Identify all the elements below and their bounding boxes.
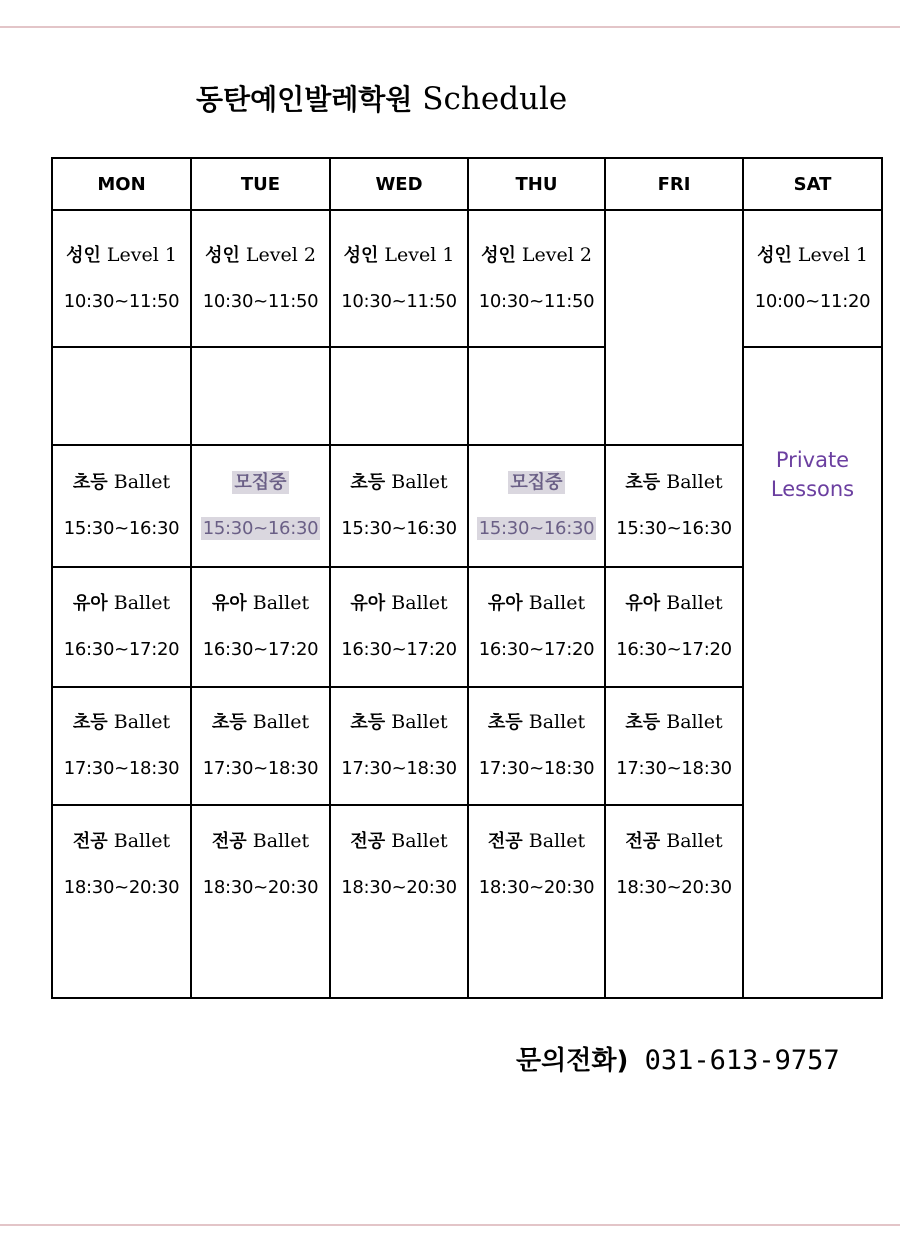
class-level: Ballet xyxy=(528,711,586,733)
class-level: Ballet xyxy=(113,830,171,852)
class-time: 10:30~11:50 xyxy=(63,290,180,312)
class-level: Ballet xyxy=(252,711,310,733)
class-cell xyxy=(605,805,743,998)
class-name: 유아 xyxy=(211,593,247,614)
class-cell xyxy=(468,210,605,347)
class-cell xyxy=(743,210,882,347)
class-time: 16:30~17:20 xyxy=(202,639,319,660)
class-name: 초등 xyxy=(625,472,661,493)
class-cell xyxy=(52,687,191,805)
class-cell xyxy=(191,567,330,687)
class-name: 유아 xyxy=(487,593,523,614)
class-time: 15:30~16:30 xyxy=(616,518,732,539)
class-name: 성인 xyxy=(66,244,101,266)
class-name: 초등 xyxy=(350,712,386,733)
contact-label: 문의전화) xyxy=(516,1046,629,1076)
class-name: 전공 xyxy=(211,831,247,852)
day-wed: WED xyxy=(330,158,468,210)
class-level: Level 2 xyxy=(245,243,316,266)
class-name: 유아 xyxy=(625,593,661,614)
class-level: Ballet xyxy=(666,830,723,852)
private-lessons-line2: Lessons xyxy=(770,477,855,502)
class-level: Level 2 xyxy=(521,243,592,266)
class-name: 유아 xyxy=(350,593,386,614)
class-time: 15:30~16:30 xyxy=(63,518,180,539)
class-level: Ballet xyxy=(666,711,723,733)
class-level: Ballet xyxy=(113,471,171,493)
class-name: 전공 xyxy=(350,831,386,852)
class-time: 10:30~11:50 xyxy=(341,290,457,312)
class-level: Ballet xyxy=(528,830,586,852)
empty-cell xyxy=(330,347,468,445)
day-thu: THU xyxy=(468,158,605,210)
recruiting-cell xyxy=(468,445,605,567)
class-time: 18:30~20:30 xyxy=(202,877,319,898)
class-cell xyxy=(52,445,191,567)
day-fri: FRI xyxy=(605,158,743,210)
class-time: 10:00~11:20 xyxy=(754,290,871,312)
class-time: 18:30~20:30 xyxy=(478,877,595,898)
class-cell xyxy=(605,567,743,687)
class-time: 15:30~16:30 xyxy=(341,518,457,539)
class-cell xyxy=(191,687,330,805)
class-cell xyxy=(468,805,605,998)
class-cell xyxy=(330,687,468,805)
class-time: 17:30~18:30 xyxy=(202,758,319,779)
day-mon: MON xyxy=(52,158,191,210)
page-title xyxy=(196,78,567,118)
class-name: 성인 xyxy=(481,244,516,266)
class-level: Level 1 xyxy=(384,243,455,266)
class-name: 성인 xyxy=(205,244,240,266)
class-name: 초등 xyxy=(487,712,523,733)
empty-cell xyxy=(468,347,605,445)
phone-number: 031-613-9757 xyxy=(644,1045,840,1076)
class-name: 초등 xyxy=(72,472,108,493)
class-level: Ballet xyxy=(391,830,448,852)
class-name: 전공 xyxy=(487,831,523,852)
class-cell xyxy=(330,567,468,687)
class-cell xyxy=(191,210,330,347)
class-time: 18:30~20:30 xyxy=(616,877,732,898)
class-level: Ballet xyxy=(252,592,310,614)
class-cell xyxy=(191,805,330,998)
top-divider xyxy=(0,26,900,28)
class-level: Level 1 xyxy=(797,243,868,266)
class-level: Ballet xyxy=(391,471,448,493)
bottom-divider xyxy=(0,1224,900,1226)
class-level: Ballet xyxy=(113,592,171,614)
header-row xyxy=(52,158,882,210)
class-name: 성인 xyxy=(757,244,792,266)
class-name: 성인 xyxy=(343,244,379,266)
schedule-label: Schedule xyxy=(422,81,568,117)
row-gap xyxy=(52,347,882,445)
class-level: Ballet xyxy=(113,711,171,733)
class-level: Ballet xyxy=(391,592,448,614)
class-time: 16:30~17:20 xyxy=(478,639,595,660)
recruiting-time: 15:30~16:30 xyxy=(478,518,595,539)
schedule-table xyxy=(51,157,883,999)
day-tue: TUE xyxy=(191,158,330,210)
class-cell xyxy=(330,805,468,998)
empty-cell xyxy=(191,347,330,445)
private-lessons-cell xyxy=(743,347,882,998)
class-time: 18:30~20:30 xyxy=(341,877,457,898)
contact-info xyxy=(516,1040,840,1077)
class-cell xyxy=(468,567,605,687)
class-time: 10:30~11:50 xyxy=(202,290,319,312)
class-name: 초등 xyxy=(211,712,247,733)
recruiting-time: 15:30~16:30 xyxy=(202,518,319,539)
class-cell xyxy=(468,687,605,805)
class-time: 17:30~18:30 xyxy=(616,758,732,779)
class-time: 18:30~20:30 xyxy=(63,877,180,898)
class-cell xyxy=(52,210,191,347)
class-name: 전공 xyxy=(625,831,661,852)
academy-name: 동탄예인발레학원 xyxy=(196,83,413,116)
class-level: Ballet xyxy=(666,592,723,614)
recruiting-label: 모집중 xyxy=(510,472,563,493)
class-time: 17:30~18:30 xyxy=(341,758,457,779)
class-name: 초등 xyxy=(350,472,386,493)
class-name: 전공 xyxy=(72,831,108,852)
private-lessons-line1: Private xyxy=(775,448,850,472)
class-time: 16:30~17:20 xyxy=(63,639,180,660)
empty-cell xyxy=(605,210,743,445)
class-level: Ballet xyxy=(528,592,586,614)
class-cell xyxy=(330,210,468,347)
class-time: 17:30~18:30 xyxy=(63,758,180,779)
class-level: Level 1 xyxy=(106,243,177,266)
recruiting-cell xyxy=(191,445,330,567)
class-cell xyxy=(52,805,191,998)
class-name: 초등 xyxy=(625,712,661,733)
row-morning xyxy=(52,210,882,347)
class-name: 초등 xyxy=(72,712,108,733)
class-cell xyxy=(330,445,468,567)
class-level: Ballet xyxy=(252,830,310,852)
class-cell xyxy=(52,567,191,687)
empty-cell xyxy=(52,347,191,445)
class-cell xyxy=(605,445,743,567)
class-time: 16:30~17:20 xyxy=(616,639,732,660)
class-level: Ballet xyxy=(391,711,448,733)
class-cell xyxy=(605,687,743,805)
class-time: 16:30~17:20 xyxy=(341,639,457,660)
recruiting-label: 모집중 xyxy=(234,472,287,493)
day-sat: SAT xyxy=(743,158,882,210)
class-time: 10:30~11:50 xyxy=(478,290,595,312)
class-name: 유아 xyxy=(72,593,108,614)
class-time: 17:30~18:30 xyxy=(478,758,595,779)
class-level: Ballet xyxy=(666,471,723,493)
